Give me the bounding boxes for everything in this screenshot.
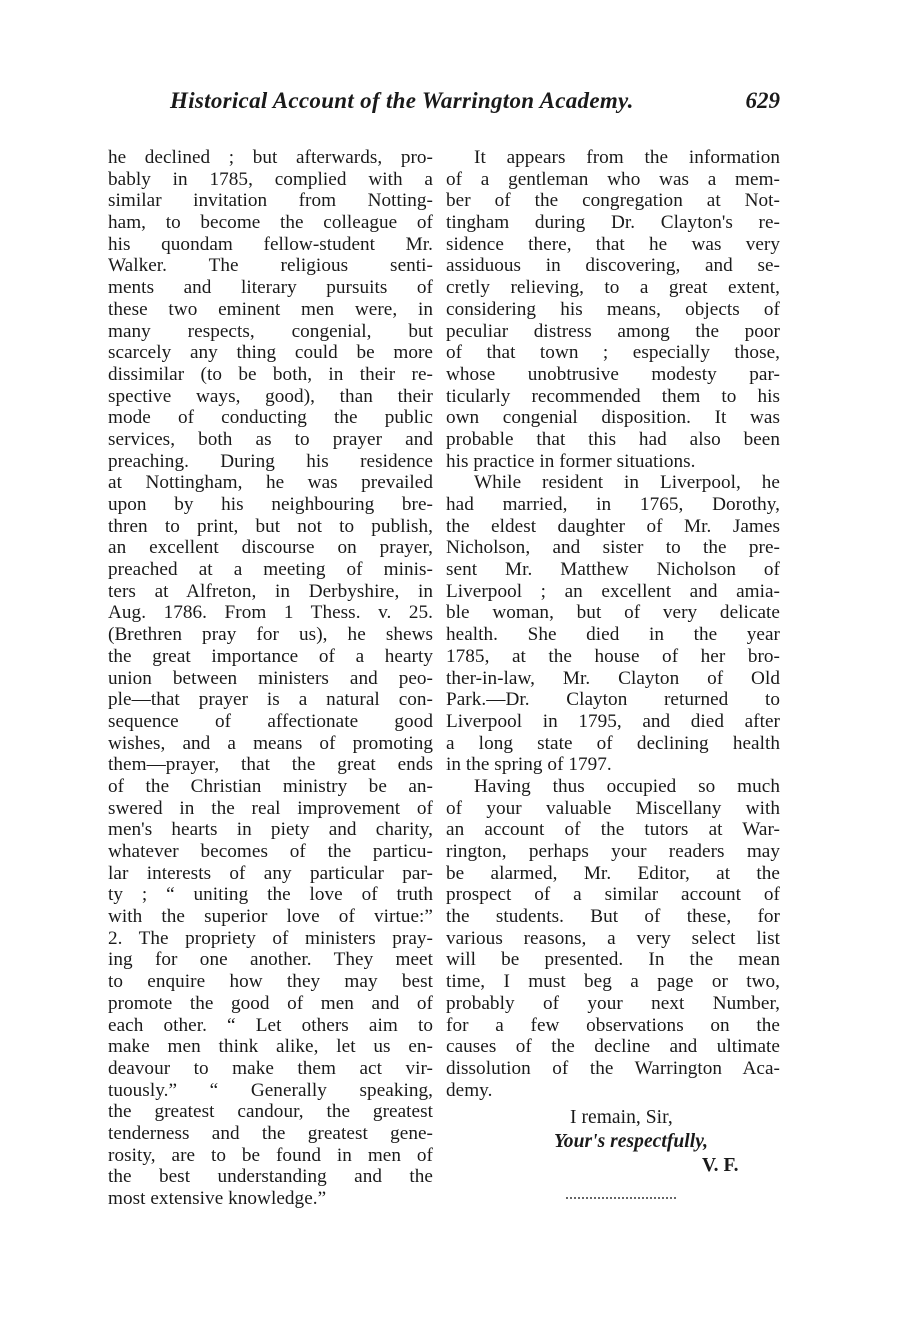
text-line: in the spring of 1797. <box>446 754 612 776</box>
text-line: sidence there, that he was very <box>446 233 780 255</box>
text-line: Park.—Dr. Clayton returned to <box>446 689 780 711</box>
text-line: Liverpool ; an excellent and amia- <box>446 580 780 602</box>
text-line: probable that this had also been <box>446 428 780 450</box>
text-line: an excellent discourse on prayer, <box>108 537 433 559</box>
text-line: be alarmed, Mr. Editor, at the <box>446 862 780 884</box>
text-line: own congenial disposition. It was <box>446 407 780 429</box>
page-number: 629 <box>745 88 780 113</box>
text-line: for a few observations on the <box>446 1014 780 1036</box>
text-line: them—prayer, that the great ends <box>108 754 433 776</box>
text-line: similar invitation from Notting- <box>108 190 433 212</box>
text-line: sequence of affectionate good <box>108 710 433 732</box>
text-line: promote the good of men and of <box>108 992 433 1014</box>
text-line: time, I must beg a page or two, <box>446 971 780 993</box>
text-line: 2. The propriety of ministers pray- <box>108 927 433 949</box>
text-line: union between ministers and peo- <box>108 667 433 689</box>
text-line: the best understanding and the <box>108 1166 433 1188</box>
text-line: to enquire how they may best <box>108 971 433 993</box>
text-line: his practice in former situations. <box>446 450 696 472</box>
text-line: bably in 1785, complied with a <box>108 168 433 190</box>
text-line: health. She died in the year <box>446 624 780 646</box>
signoff <box>446 1107 780 1199</box>
text-line: will be presented. In the mean <box>446 949 780 971</box>
text-line: Aug. 1786. From 1 Thess. v. 25. <box>108 602 433 624</box>
left-column <box>108 147 433 1210</box>
right-column <box>446 147 780 1199</box>
text-line: dissimilar (to be both, in their re- <box>108 363 433 385</box>
text-line: the eldest daughter of Mr. James <box>446 515 780 537</box>
text-line: his quondam fellow-student Mr. <box>108 233 433 255</box>
text-line: at Nottingham, he was prevailed <box>108 472 433 494</box>
text-line: demy. <box>446 1079 493 1101</box>
text-line: preached at a meeting of minis- <box>108 559 433 581</box>
text-line: It appears from the information <box>474 147 780 168</box>
text-line: Walker. The religious senti- <box>108 255 433 277</box>
text-line: 1785, at the house of her bro- <box>446 645 780 667</box>
text-line: thren to print, but not to publish, <box>108 515 433 537</box>
text-line: most extensive knowledge.” <box>108 1188 327 1209</box>
text-line: whatever becomes of the particu- <box>108 841 433 862</box>
text-line: ther-in-law, Mr. Clayton of Old <box>446 667 780 689</box>
text-line: ty ; “ uniting the love of truth <box>108 884 433 906</box>
signature: V. F. <box>702 1155 739 1177</box>
text-line: of that town ; especially those, <box>446 342 780 364</box>
text-line: mode of conducting the public <box>108 407 433 429</box>
text-line: of the Christian ministry be an- <box>108 775 433 797</box>
text-line: rington, perhaps your readers may <box>446 841 780 862</box>
text-line: make men think alike, let us en- <box>108 1036 433 1058</box>
text-line: the great importance of a hearty <box>108 645 433 667</box>
right-column-text <box>446 147 780 1101</box>
text-line: cretly relieving, to a great extent, <box>446 277 780 299</box>
text-line: causes of the decline and ultimate <box>446 1036 780 1058</box>
text-line: ber of the congregation at Not- <box>446 190 780 212</box>
text-line: ments and literary pursuits of <box>108 277 433 299</box>
text-line: tenderness and the greatest gene- <box>108 1122 433 1144</box>
text-line: ticularly recommended them to his <box>446 385 780 407</box>
text-line: probably of your next Number, <box>446 992 780 1014</box>
text-line: ters at Alfreton, in Derbyshire, in <box>108 580 433 602</box>
text-line: had married, in 1765, Dorothy, <box>446 494 780 515</box>
text-line: services, both as to prayer and <box>108 428 433 450</box>
text-line: swered in the real improvement of <box>108 797 433 819</box>
text-line: ple—that prayer is a natural con- <box>108 689 433 711</box>
text-line: the students. But of these, for <box>446 906 780 928</box>
ink-smudge <box>566 1189 676 1199</box>
text-line: prospect of a similar account of <box>446 884 780 906</box>
text-line: While resident in Liverpool, he <box>474 472 780 494</box>
text-line: he declined ; but afterwards, pro- <box>108 147 433 168</box>
text-line: peculiar distress among the poor <box>446 320 780 342</box>
text-line: deavour to make them act vir- <box>108 1057 433 1079</box>
text-line: the greatest candour, the greatest <box>108 1101 433 1123</box>
text-line: upon by his neighbouring bre- <box>108 494 433 515</box>
text-line: with the superior love of virtue:” <box>108 906 433 928</box>
text-line: these two eminent men were, in <box>108 298 433 320</box>
text-line: rosity, are to be found in men of <box>108 1144 433 1166</box>
text-line: an account of the tutors at War- <box>446 819 780 841</box>
text-line: of a gentleman who was a mem- <box>446 168 780 190</box>
text-line: ham, to become the colleague of <box>108 212 433 234</box>
text-line: spective ways, good), than their <box>108 385 433 407</box>
text-line: many respects, congenial, but <box>108 320 433 342</box>
text-line: preaching. During his residence <box>108 450 433 472</box>
running-title: Historical Account of the Warrington Academy. <box>170 88 634 113</box>
text-line: each other. “ Let others aim to <box>108 1014 433 1036</box>
text-line: sent Mr. Matthew Nicholson of <box>446 559 780 581</box>
text-line: (Brethren pray for us), he shews <box>108 624 433 646</box>
text-line: various reasons, a very select list <box>446 927 780 949</box>
text-line: assiduous in discovering, and se- <box>446 255 780 277</box>
valediction-line: Your's respectfully, <box>554 1131 709 1153</box>
text-line: of your valuable Miscellany with <box>446 797 780 819</box>
text-line: scarcely any thing could be more <box>108 342 433 364</box>
closing-line: I remain, Sir, <box>570 1107 673 1129</box>
text-line: whose unobtrusive modesty par- <box>446 363 780 385</box>
text-line: ble woman, but of very delicate <box>446 602 780 624</box>
text-line: ing for one another. They meet <box>108 949 433 971</box>
text-line: Having thus occupied so much <box>474 775 780 797</box>
text-line: a long state of declining health <box>446 732 780 754</box>
text-line: tingham during Dr. Clayton's re- <box>446 212 780 234</box>
text-line: wishes, and a means of promoting <box>108 732 433 754</box>
text-line: tuously.” “ Generally speaking, <box>108 1079 433 1101</box>
page-header <box>170 88 780 128</box>
text-line: Nicholson, and sister to the pre- <box>446 537 780 559</box>
text-line: considering his means, objects of <box>446 298 780 320</box>
text-line: lar interests of any particular par- <box>108 862 433 884</box>
text-line: Liverpool in 1795, and died after <box>446 710 780 732</box>
text-line: dissolution of the Warrington Aca- <box>446 1057 780 1079</box>
text-line: men's hearts in piety and charity, <box>108 819 433 841</box>
